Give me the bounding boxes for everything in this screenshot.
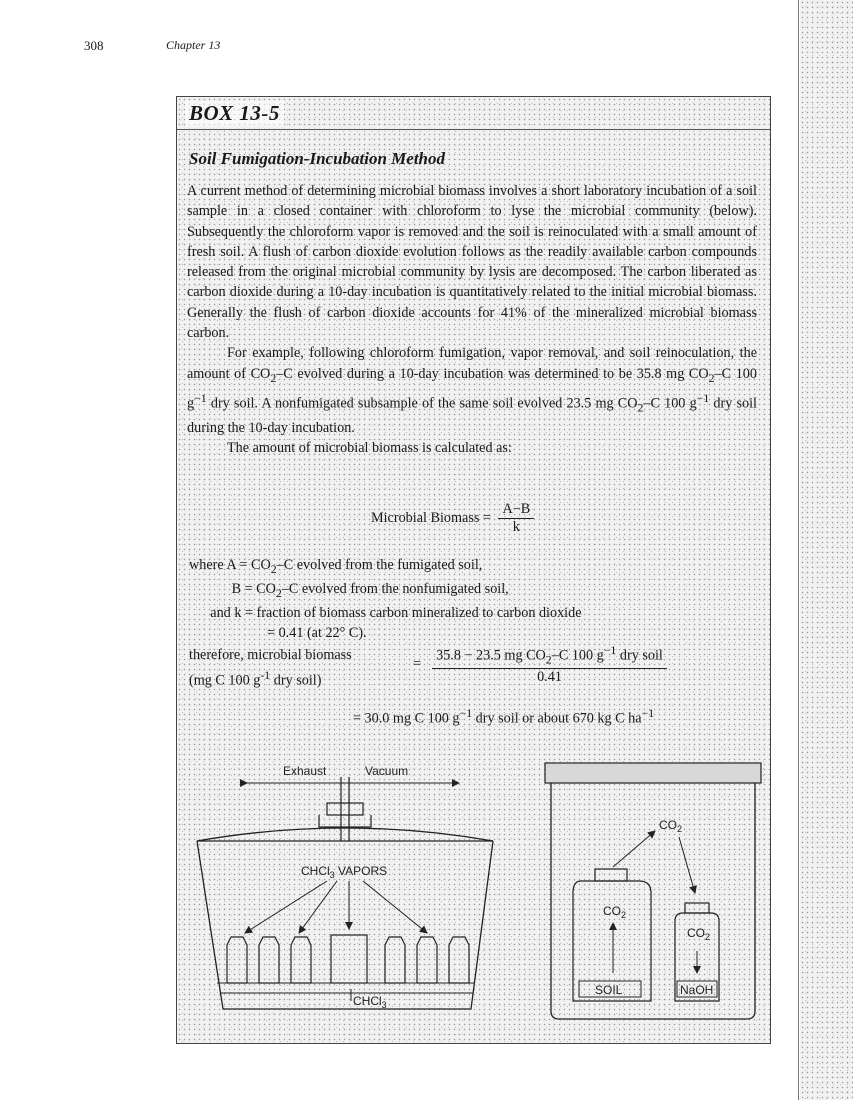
co2-top-label: $CO_2$ <box>659 818 683 834</box>
jar-body <box>551 783 755 1019</box>
beaker-4 <box>385 937 405 983</box>
therefore-line-1: therefore, microbial biomass <box>189 647 352 663</box>
beaker-6 <box>449 937 469 983</box>
formula-lhs: Microbial Biomass = <box>371 509 491 526</box>
vapor-arrow-1 <box>245 881 327 933</box>
formula-denominator: k <box>512 519 520 535</box>
lid-neck <box>319 815 371 827</box>
paragraph-3: The amount of microbial biomass is calculated as: <box>227 439 512 456</box>
box-body <box>187 181 757 458</box>
co2-right-label: $CO_2$ <box>687 926 711 942</box>
beaker-2 <box>259 937 279 983</box>
vapor-arrow-2 <box>299 881 337 933</box>
co2-left-label: $CO_2$ <box>603 904 627 920</box>
box-13-5 <box>176 96 771 1044</box>
soil-beakers <box>227 935 469 983</box>
soil-label: SOIL <box>595 983 623 997</box>
formula-fraction <box>498 501 534 536</box>
valve-top <box>327 803 363 815</box>
calculation-result: = 30.0 mg C 100 $g^{-1}$ dry soil or about 670 kg C $ha^{-1}$ <box>353 706 655 727</box>
box-title: Soil Fumigation-Incubation Method <box>189 149 446 168</box>
biomass-formula <box>371 501 534 536</box>
paragraph-1: A current method of determining microbial biomass involves a short laboratory incubation of a soil sample in a closed container with chloroform to lyse the microbial community (below). Subsequently the chloroform vapor is removed and the soil is reinoculated with a small amount of fresh soil. A flush of carbon dioxide evolution follows as the readily available carbon compounds released from the original microbial community by lysis are decomposed. The carbon liberated as carbon dioxide during a 10-day incubation is quantitatively related to the initial microbial biomass. Generally the flush of carbon dioxide accounts for 41% of the mineralized microbial biomass carbon. <box>187 183 757 342</box>
beaker-1 <box>227 937 247 983</box>
incubation-jar <box>545 763 761 1019</box>
box-header <box>177 97 770 130</box>
variable-definitions <box>189 555 582 643</box>
lid-dome <box>197 828 493 841</box>
beaker-3 <box>291 937 311 983</box>
fumigation-diagram <box>177 757 770 1043</box>
chcl3-label: CHCl$_3$ <box>353 994 387 1010</box>
chcl3-beaker <box>331 935 367 983</box>
calculation: = $\frac{35.8 - 23.5 mg CO_2-C 100 g^{-1} dry soil}{0.41}$ <box>413 643 667 686</box>
naoh-container-cap <box>685 903 709 913</box>
therefore-line-2: (mg C 100 $g^{-1}$ dry soil) <box>189 668 322 689</box>
calculation-numerator: 35.8 − 23.5 mg $CO_2-C$ 100 $g^{-1}$ dry soil <box>432 643 667 669</box>
formula-numerator: A−B <box>498 501 534 519</box>
desiccator <box>197 764 493 1010</box>
co2-in-arrow <box>679 837 695 893</box>
running-head: Chapter 13 <box>166 38 221 52</box>
vacuum-label: Vacuum <box>365 764 409 778</box>
box-label: BOX 13-5 <box>185 101 284 126</box>
where-line-b: $B = CO_2-C$ evolved from the nonfumigated soil, <box>189 580 509 600</box>
page-edge-shadow <box>800 0 853 1100</box>
paragraph-2: For example, following chloroform fumigation, vapor removal, and soil reinoculation, the amount of $CO_2-C$ evolved during a 10-day incubation was determined to be 35.8 mg $CO_2-C$ 100 $g^{-1}$ dry soil. A nonfumigated subsample of the same soil evolved 23.5 mg $CO_2-C$ 100 $g^{-1}$ dry soil during the 10-day incubation. <box>187 345 757 436</box>
jar-lid <box>545 763 761 783</box>
where-line-k: and k = fraction of biomass carbon mineralized to carbon dioxide <box>189 604 582 621</box>
where-line-value: = 0.41 (at 22° C). <box>189 624 367 641</box>
page-number: 308 <box>84 38 104 53</box>
beaker-5 <box>417 937 437 983</box>
therefore-label <box>189 645 352 691</box>
exhaust-label: Exhaust <box>283 764 327 778</box>
page-edge-line <box>798 0 799 1100</box>
naoh-label: NaOH <box>680 983 714 997</box>
calculation-fraction <box>432 643 667 686</box>
vapor-arrow-4 <box>363 881 427 933</box>
vapors-label: CHCl$_3$ VAPORS <box>301 864 388 880</box>
co2-out-arrow <box>613 831 655 867</box>
where-line-a: where $A = CO_2-C$ evolved from the fumigated soil, <box>189 557 483 576</box>
calculation-denominator: 0.41 <box>537 668 562 685</box>
soil-container-cap <box>595 869 627 881</box>
